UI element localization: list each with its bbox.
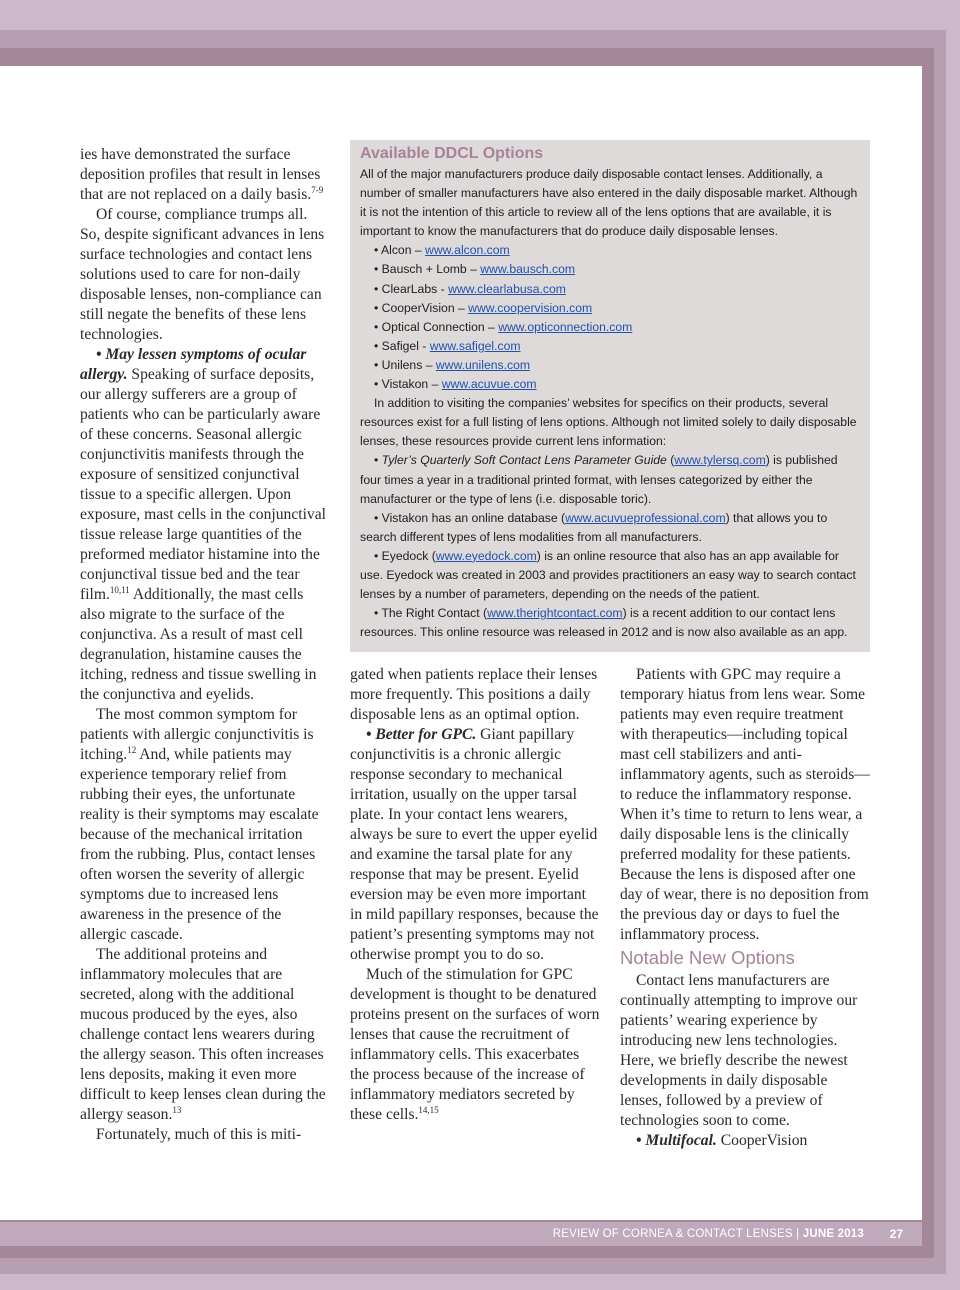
list-item: • CooperVision – www.coopervision.com [374, 300, 593, 315]
manufacturer-link[interactable]: www.opticonnection.com [498, 319, 633, 334]
page-footer [0, 1222, 922, 1246]
paragraph: Of course, compliance trumps all. So, despite significant advances in lens surface technologies and contact lens solutions used to care for non-daily disposable lenses, non-compliance can still negate the benefits of these lens technologies. [80, 206, 325, 343]
resource-link[interactable]: www.eyedock.com [435, 548, 537, 563]
sidebar-ddcl-options [350, 140, 870, 652]
footer-publication: REVIEW OF CORNEA & CONTACT LENSES | JUNE 2013 [552, 1228, 864, 1240]
column-1 [80, 145, 330, 1145]
paragraph: • Multifocal. CooperVision [636, 1132, 808, 1149]
list-item: • Optical Connection – www.opticonnection.com [374, 319, 633, 334]
manufacturer-link[interactable]: www.safigel.com [429, 338, 521, 353]
paragraph: Fortunately, much of this is miti- [96, 1126, 302, 1143]
manufacturer-link[interactable]: www.alcon.com [425, 243, 510, 258]
resource-item: • Eyedock (www.eyedock.com) is an online resource that also has an app available for use. Eyedock was created in 2003 and provides practitioners an easy way to search contact lenses by a number of parameters, depending on the needs of the patient. [360, 548, 856, 602]
paragraph: ies have demonstrated the surface deposition profiles that result in lenses that are not replaced on a daily basis.$^{7-9}$ [80, 146, 324, 203]
list-item: • Bausch + Lomb – www.bausch.com [374, 262, 576, 277]
manufacturer-link[interactable]: www.unilens.com [435, 357, 531, 372]
resource-link[interactable]: www.tylersq.com [674, 453, 766, 468]
page-number: 27 [889, 1227, 903, 1241]
list-item: • Vistakon – www.acuvue.com [374, 377, 537, 392]
paragraph: • May lessen symptoms of ocular allergy. Speaking of surface deposits, our allergy sufferers are a group of patients who can be particularly aware of these concerns. Seasonal allergic conjunctivitis manifests through the exposure of sensitized conjunctival tissue to a specific allergen. Upon exposure, mast cells in the conjunctival tissue release large quantities of the preformed mediator histamine into the conjunctival tissue bed and the tear film.$^{10,11}$ Additionally, the mast cells also migrate to the surface of the conjunctiva. As a result of mast cell degranulation, histamine causes the itching, redness and tissue swelling in the conjunctiva and eyelids. [80, 346, 326, 703]
paragraph: The additional proteins and inflammatory molecules that are secreted, along with the additional mucous produced by the eyes, also challenge contact lens wearers during the allergy season. This often increases lens deposits, making it even more difficult to keep lenses clean during the allergy season.$^{13}$ [80, 946, 326, 1123]
resource-item: • The Right Contact (www.therightcontact.com) is a recent addition to our contact lens resources. This online resource was released in 2012 and is now also available as an app. [360, 606, 848, 640]
manufacturer-link[interactable]: www.clearlabusa.com [448, 281, 566, 296]
resource-item: • Vistakon has an online database (www.acuvueprofessional.com) that allows you to search different types of lens modalities from all manufacturers. [360, 510, 828, 544]
paragraph: Contact lens manufacturers are continually attempting to improve our patients’ wearing experience by introducing new lens technologies. Here, we briefly describe the newest developments in daily disposable lenses, followed by a preview of technologies soon to come. [620, 972, 858, 1129]
list-item: • Safigel - www.safigel.com [374, 338, 521, 353]
list-item: • ClearLabs - www.clearlabusa.com [374, 281, 566, 296]
column-2 [350, 665, 600, 1125]
sidebar-title: Available DDCL Options [360, 145, 544, 162]
list-item: • Alcon – www.alcon.com [374, 243, 510, 258]
resources-intro: In addition to visiting the companies’ websites for specifics on their products, several resources exist for a full listing of lens options. Although not limited solely to daily disposable lenses, these resources provide current lens information: [360, 396, 857, 449]
resource-item: • Tyler’s Quarterly Soft Contact Lens Parameter Guide (www.tylersq.com) is published four times a year in a traditional printed format, with lenses categorized by either the manufacturer or the type of lens (i.e. disposable toric). [360, 453, 838, 506]
paragraph: Much of the stimulation for GPC development is thought to be denatured proteins present on the surfaces of worn lenses that cause the recruitment of inflammatory cells. This exacerbates the process because of the increase of inflammatory mediators secreted by these cells.$^{14,15}$ [350, 966, 600, 1123]
manufacturer-link[interactable]: www.coopervision.com [468, 300, 593, 315]
paragraph: • Better for GPC. Giant papillary conjunctivitis is a chronic allergic response secondary to mechanical irritation, usually on the upper tarsal plate. In your contact lens wearers, always be sure to evert the upper eyelid and examine the tarsal plate for any response that may be present. Eyelid eversion may be even more important in mild papillary responses, because the patient’s presenting symptoms may not otherwise prompt you to do so. [350, 726, 599, 963]
paragraph: The most common symptom for patients with allergic conjunctivitis is itching.$^{12}$ And, while patients may experience temporary relief from rubbing their eyes, the unfortunate reality is their symptoms may escalate because of the mechanical irritation from the rubbing. Plus, contact lenses often worsen the severity of allergic symptoms due to increased lens awareness in the presence of the allergic cascade. [80, 706, 319, 943]
paragraph: Patients with GPC may require a temporary hiatus from lens wear. Some patients may even require treatment with therapeutics—including topical mast cell stabilizers and anti-inflammatory agents, such as steroids—to reduce the inflammatory response. When it’s time to return to lens wear, a daily disposable lens is the clinically preferred modality for these patients. Because the lens is disposed after one day of wear, there is no deposition from the previous day or days to fuel the inflammatory process. [620, 666, 870, 943]
manufacturer-list [360, 241, 860, 394]
sidebar-intro: All of the major manufacturers produce daily disposable contact lenses. Additionally, a number of smaller manufacturers have also entered in the daily disposable market. Although it is not the intention of this article to review all of the lens options that are available, it is important to know the manufacturers that do produce daily disposable lenses. [360, 167, 858, 239]
resource-link[interactable]: www.acuvueprofessional.com [565, 510, 726, 525]
manufacturer-link[interactable]: www.bausch.com [480, 262, 576, 277]
column-3 [620, 665, 870, 1151]
manufacturer-link[interactable]: www.acuvue.com [441, 377, 537, 392]
paragraph: gated when patients replace their lenses more frequently. This positions a daily disposable lens as an optimal option. [350, 666, 598, 723]
resource-link[interactable]: www.therightcontact.com [487, 606, 623, 621]
section-heading: Notable New Options [620, 947, 795, 968]
list-item: • Unilens – www.unilens.com [374, 357, 531, 372]
